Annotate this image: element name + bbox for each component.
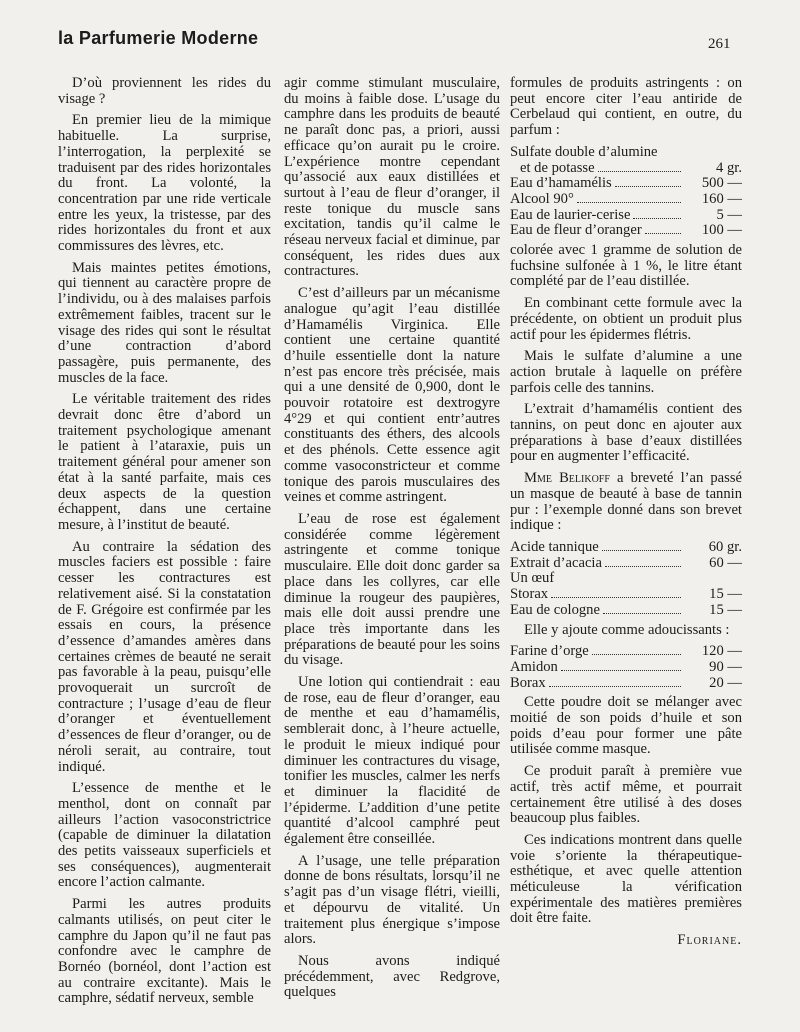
leader-dots [577, 202, 681, 203]
paragraph: Le véritable traitement des rides devrait donc être d’abord un traitement psychologique amenant le patient à l’ataraxie, puis un traitement général pour amener son état à la santé parfaite, mais ces deux aspects de la question échappent, dans une certaine mesure, à l’institut de beauté. [58, 391, 271, 533]
formula-row [510, 540, 742, 556]
ingredient-name: et de potasse [520, 159, 595, 176]
paragraph [510, 471, 742, 534]
ingredient-quantity: 90 — [709, 658, 742, 675]
paragraph: Ce produit paraît à première vue actif, très actif même, et pourrait certainement être utilisé à des doses beaucoup plus faibles. [510, 763, 742, 827]
ingredient-quantity: 5 — [716, 206, 742, 223]
paragraph: Nous avons indiqué précédemment, avec Redgrove, quelques [284, 952, 500, 1001]
journal-title: la Parfumerie Moderne [58, 28, 259, 48]
paragraph: C’est d’ailleurs par un mécanisme analogue qu’agit l’eau distillée d’Hamamélis Virginica. Elle contient une certaine quantité d’huile essentielle dont la nature n’est pas encore très précisée, mais qui a une densité de 0,900, dont le pouvoir rotatoire est dextrogyre 4°29 et qui contient entr’autres constituants des éthers, des alcools et des phénols. Cette essence agit comme vasoconstricteur et comme tonique des parois musculaires des veines et comme astringent. [284, 285, 500, 506]
formula-belikoff [510, 540, 742, 619]
column-1 [58, 76, 271, 1013]
leader-dots [633, 218, 681, 219]
ingredient-quantity: 60 — [709, 554, 742, 571]
formula-row [510, 571, 742, 587]
paragraph: Cette poudre doit se mélanger avec moitié de son poids d’huile et son poids d’eau pour former une pâte utilisée comme masque. [510, 694, 742, 758]
paragraph: Parmi les autres produits calmants utilisés, on peut citer le camphre du Japon qu’il ne faut pas confondre avec le camphre de Bornéo (bornéol, dont l’action est au contraire excitante). Mais le camphre, sédatif nerveux, semble [58, 896, 271, 1007]
column-2 [284, 76, 500, 1007]
leader-dots [551, 597, 681, 598]
ingredient-name: Alcool 90° [510, 190, 574, 207]
paragraph: Ces indications montrent dans quelle voie s’oriente la thérapeutique-esthétique, et avec quelle attention méticuleuse la vérification expérimentale des matières premières doit être faite. [510, 831, 742, 927]
paragraph: Mais le sulfate d’alumine a une action brutale à laquelle on préfère parfois celle des tannins. [510, 348, 742, 396]
formula-adoucissants [510, 644, 742, 691]
formula-row [510, 676, 742, 692]
leader-dots [645, 233, 681, 234]
formula-row [510, 145, 742, 161]
formula-row [510, 644, 742, 660]
ingredient-name: Storax [510, 586, 549, 603]
ingredient-quantity: 120 — [701, 643, 742, 660]
ingredient-name: Sulfate double d’alumine [510, 143, 658, 160]
ingredient-quantity: 100 — [701, 222, 742, 239]
formula-row [510, 176, 742, 192]
formula-row [510, 208, 742, 224]
leader-dots [602, 550, 681, 551]
paragraph: L’eau de rose est également considérée comme légèrement astringente et comme tonique musculaire. Elle doit donc garder sa place dans les collyres, car elle diminue la rougeur des paupières, mais elle doit aussi prendre une place très importante dans les préparations de beauté pour les soins du visage. [284, 510, 500, 669]
leader-dots [549, 686, 681, 687]
paragraph: colorée avec 1 gramme de solution de fuchsine sulfonée à 1 %, le litre étant complété par de l’eau distillée. [510, 242, 742, 290]
ingredient-name: Eau de cologne [510, 601, 600, 618]
formula-row [510, 223, 742, 239]
paragraph: En combinant cette formule avec la précédente, on obtient un produit plus actif pour les épidermes flétris. [510, 295, 742, 343]
formula-row [510, 660, 742, 676]
ingredient-name: Acide tannique [510, 538, 599, 555]
ingredient-quantity: 20 — [709, 674, 742, 691]
leader-dots [615, 186, 681, 187]
leader-dots [592, 654, 681, 655]
ingredient-quantity: 60 gr. [708, 538, 742, 555]
paragraph: Au contraire la sédation des muscles faciers est possible : faire cesser les contractures est relativement aisé. Si la constatation de F. Grégoire est confirmée par les essais en cours, la présence d’essence d’amandes amères dans certaines crèmes de beauté ne serait pas favorable à la peau, puisqu’elle provoquerait un surcroît de contracture ; l’usage d’eau de fleur d’oranger et éventuellement d’essences de fleur d’oranger, ou de néroli serait, au contraire, tout indiqué. [58, 538, 271, 775]
paragraph: agir comme stimulant musculaire, du moins à faible dose. L’usage du camphre dans les produits de beauté ne paraît donc pas, a priori, aussi efficace qu’on aurait pu le croire. L’expérience montre cependant qu’associé aux eaux distillées et surtout à l’eau de fleur d’oranger, il reste tonique du muscle sans excitation, tandis qu’il calme le réseau nerveux facial et diminue, par conséquent, les rides dues aux contractures. [284, 75, 500, 280]
leader-dots [561, 670, 681, 671]
formula-row [510, 161, 742, 177]
leader-dots [605, 566, 681, 567]
formula-row [510, 603, 742, 619]
paragraph: L’essence de menthe et le menthol, dont on connaît par ailleurs l’action vasoconstrictrice (capable de diminuer la dilatation des petits vaisseaux superficiels et ses conséquences), augmenterait encore l’action calmante. [58, 780, 271, 891]
ingredient-quantity: 160 — [701, 190, 742, 207]
ingredient-name: Extrait d’acacia [510, 554, 602, 571]
paragraph-text: a breveté l’an passé un masque de beauté à base de tannin pur : l’exemple donné dans son brevet indique : [510, 470, 742, 534]
ingredient-quantity: 15 — [709, 601, 742, 618]
paragraph: D’où proviennent les rides du visage ? [58, 75, 271, 107]
leader-dots [603, 613, 681, 614]
leader-dots [598, 171, 681, 172]
formula-row [510, 192, 742, 208]
ingredient-name: Borax [510, 674, 546, 691]
ingredient-quantity: 15 — [709, 586, 742, 603]
paragraph: En premier lieu de la mimique habituelle. La surprise, l’interrogation, la perplexité se traduisent par des rides horizontales du front. La volonté, la concentration par une ride verticale entre les yeux, la tristesse, par des rides horizontales du front et aux commissures des lèvres, etc. [58, 112, 271, 255]
column-3 [510, 76, 742, 949]
formula-row [510, 556, 742, 572]
formula-cerbelaud [510, 145, 742, 239]
ingredient-name: Un œuf [510, 570, 555, 587]
paragraph: L’extrait d’hamamélis contient des tannins, on peut donc en ajouter aux préparations à base d’eaux distillées pour en augmenter l’efficacité. [510, 401, 742, 465]
author-signature: Floriane. [677, 932, 742, 949]
paragraph: A l’usage, une telle préparation donne de bons résultats, lorsqu’il ne s’agit pas d’un visage flétri, vieilli, et dépourvu de vitalité. Un traitement plus énergique s’impose alors. [284, 852, 500, 948]
paragraph: Mais maintes petites émotions, qui tiennent au caractère propre de l’individu, ou à des malaises parfois extrêmement faibles, tracent sur le visage des rides qui sont le résultat d’une contraction d’abord passagère, puis permanente, des muscles de la face. [58, 259, 271, 386]
ingredient-name: Eau de fleur d’oranger [510, 222, 642, 239]
ingredient-quantity: 4 gr. [716, 159, 742, 176]
ingredient-name: Eau de laurier-cerise [510, 206, 631, 223]
ingredient-quantity: 500 — [701, 175, 742, 192]
ingredient-name: Eau d’hamamélis [510, 175, 612, 192]
paragraph: Une lotion qui contiendrait : eau de rose, eau de fleur d’oranger, eau de menthe et eau d’hamamélis, semblerait donc, à l’heure actuelle, le produit le mieux indiqué pour diminuer les contractures du visage, tonifier les muscles, calmer les nerfs et diminuer la flacidité de l’épiderme. L’addition d’une petite quantité d’alcool camphré peut également être conseillée. [284, 674, 500, 848]
paragraph: formules de produits astringents : on peut encore citer l’eau antiride de Cerbelaud qui contient, en outre, du parfum : [510, 75, 742, 139]
person-name: Mme Belikoff [524, 470, 610, 487]
page-number: 261 [708, 36, 731, 52]
ingredient-name: Amidon [510, 658, 558, 675]
paragraph: Elle y ajoute comme adoucissants : [524, 621, 730, 638]
ingredient-name: Farine d’orge [510, 643, 589, 660]
formula-row [510, 587, 742, 603]
